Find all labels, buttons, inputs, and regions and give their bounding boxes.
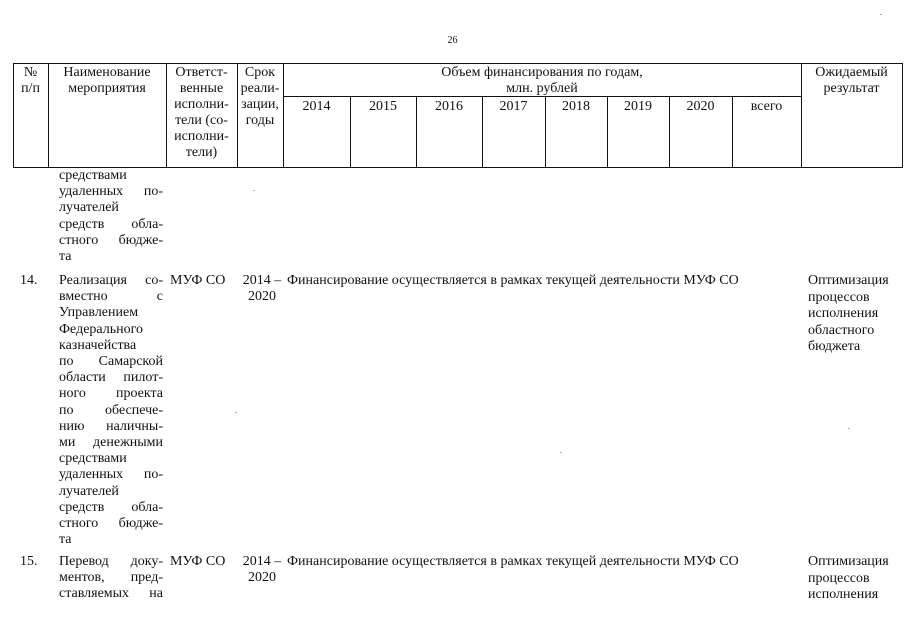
scan-speck bbox=[253, 190, 255, 191]
year-total: всего bbox=[750, 99, 783, 114]
scan-speck bbox=[848, 428, 850, 429]
scan-speck bbox=[880, 14, 882, 15]
header-term: Срок реали- зации, годы bbox=[240, 65, 280, 128]
year-2017: 2017 bbox=[499, 99, 528, 114]
row14-financing: Финансирование осуществляется в рамках текущей деятельности МУФ СО bbox=[287, 273, 739, 288]
row15-name: Перевод доку- ментов, пред- ставляемых на bbox=[59, 554, 163, 602]
header-responsible: Ответст- венные исполни- тели (со- исполни- тели) bbox=[174, 65, 229, 160]
header-num: № п/п bbox=[21, 65, 40, 96]
scan-speck bbox=[560, 452, 562, 453]
year-2018: 2018 bbox=[562, 99, 590, 114]
table-header bbox=[13, 63, 903, 168]
row15-term: 2014 – 2020 bbox=[242, 554, 282, 585]
row15-responsible: МУФ СО bbox=[170, 554, 226, 569]
page-number: 26 bbox=[447, 35, 458, 46]
year-2019: 2019 bbox=[624, 99, 652, 114]
col-border bbox=[902, 63, 903, 168]
row14-result: Оптимизация процессов исполнения областного бюджета bbox=[808, 273, 889, 354]
year-2014: 2014 bbox=[302, 99, 331, 114]
header-top-border bbox=[13, 63, 903, 64]
row15-result: Оптимизация процессов исполнения bbox=[808, 554, 889, 602]
scan-speck bbox=[235, 412, 237, 413]
header-name: Наименование мероприятия bbox=[63, 65, 151, 96]
row14-responsible: МУФ СО bbox=[170, 273, 226, 288]
row14-number: 14. bbox=[20, 273, 38, 288]
continuation-name: средствами удаленных по- лучателей средств обла- стного бюдже- та bbox=[59, 168, 163, 265]
year-2016: 2016 bbox=[435, 99, 463, 114]
row15-number: 15. bbox=[20, 554, 38, 569]
row14-name: Реализация со- вместно с Управлением Федерального казначейства по Самарской области пилот- ного проекта по обеспече- нию наличны- ми денежными средствами удаленных по- лучателей средств обла- стного бюдже- та bbox=[59, 273, 163, 548]
header-result: Ожидаемый результат bbox=[815, 65, 888, 96]
row15-financing: Финансирование осуществляется в рамках текущей деятельности МУФ СО bbox=[287, 554, 739, 569]
year-2015: 2015 bbox=[369, 99, 397, 114]
year-2020: 2020 bbox=[686, 99, 715, 114]
row14-term: 2014 – 2020 bbox=[242, 273, 282, 304]
header-financing: Объем финансирования по годам, млн. рублей bbox=[441, 65, 643, 96]
